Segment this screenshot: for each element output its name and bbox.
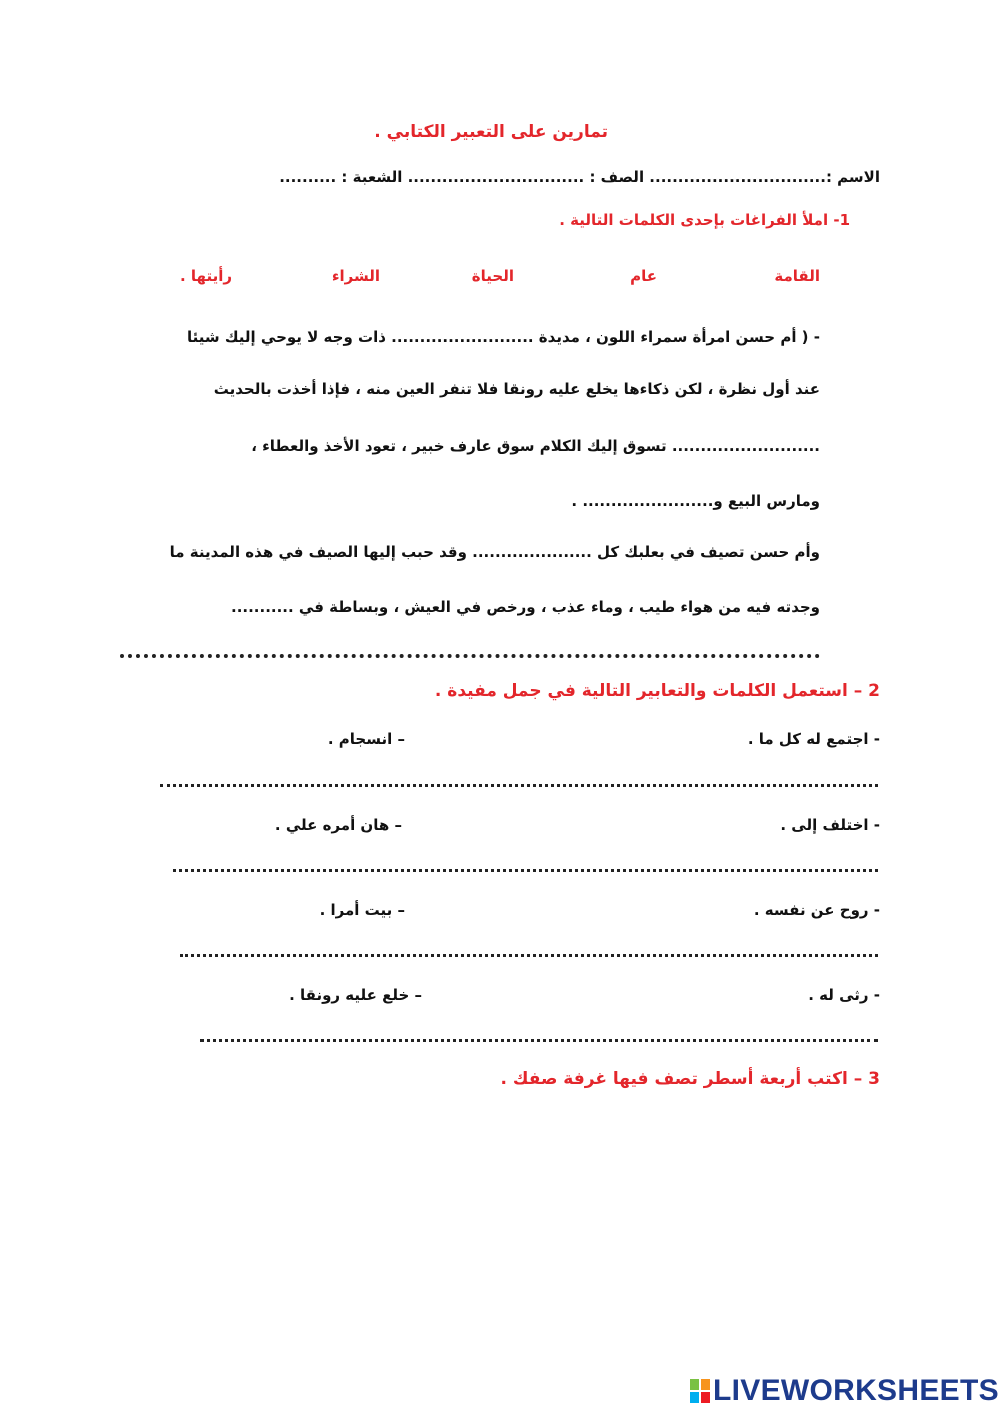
word-bank-item: الشراء (331, 267, 380, 285)
expression-item: - اجتمع له كل ما . (747, 730, 880, 748)
expression-item: – هان أمره علي . (274, 816, 402, 834)
expression-item: – بيت أمرا . (319, 901, 405, 919)
paragraph-line: .......................... تسوق إليك الكلام سوق عارف خبير ، تعود الأخذ والعطاء ، (251, 437, 820, 455)
expression-item: - رثى له . (808, 986, 880, 1004)
liveworksheets-logo (690, 1374, 999, 1408)
answer-line[interactable] (200, 1039, 878, 1042)
expression-item: - روح عن نفسه . (753, 901, 880, 919)
word-bank-item: عام (630, 267, 657, 285)
expression-item: - اختلف إلى . (780, 816, 880, 834)
word-bank-item: الحياة (471, 267, 514, 285)
paragraph-line: وجدته فيه من هواء طيب ، وماء عذب ، ورخص في العيش ، وبساطة في ........... (231, 598, 820, 616)
exercise-1-heading: 1- املأ الفراغات بإحدى الكلمات التالية . (559, 211, 850, 229)
liveworksheets-logo-text: LIVEWORKSHEETS (713, 1374, 999, 1407)
answer-line[interactable] (160, 784, 878, 787)
answer-line[interactable] (180, 954, 878, 957)
paragraph-line: وأم حسن تصيف في بعلبك كل ..................... وقد حبب إليها الصيف في هذه المدينة ما (169, 543, 820, 561)
expression-item: – انسجام . (327, 730, 405, 748)
word-bank-item: رأيتها . (180, 267, 232, 285)
page-title: تمارين على التعبير الكتابي . (374, 122, 608, 142)
expression-item: – خلع عليه رونقا . (289, 986, 422, 1004)
answer-line[interactable] (173, 869, 878, 872)
student-info-line: الاسم :............................... الصف : ............................... الشعبة : .......... (279, 168, 880, 186)
section-divider (120, 654, 820, 658)
paragraph-line: عند أول نظرة ، لكن ذكاءها يخلع عليه رونقا فلا تنفر العين منه ، فإذا أخذت بالحديث (213, 380, 820, 398)
exercise-2-heading: 2 – استعمل الكلمات والتعابير التالية في جمل مفيدة . (434, 681, 880, 701)
word-bank-item: القامة (774, 267, 820, 285)
exercise-3-heading: 3 – اكتب أربعة أسطر تصف فيها غرفة صفك . (500, 1069, 880, 1089)
paragraph-line: ومارس البيع و....................... . (571, 492, 820, 510)
liveworksheets-logo-icon (690, 1377, 710, 1405)
paragraph-line: - ( أم حسن امرأة سمراء اللون ، مديدة ......................... ذات وجه لا يوحي إليك شيئا (186, 328, 820, 346)
